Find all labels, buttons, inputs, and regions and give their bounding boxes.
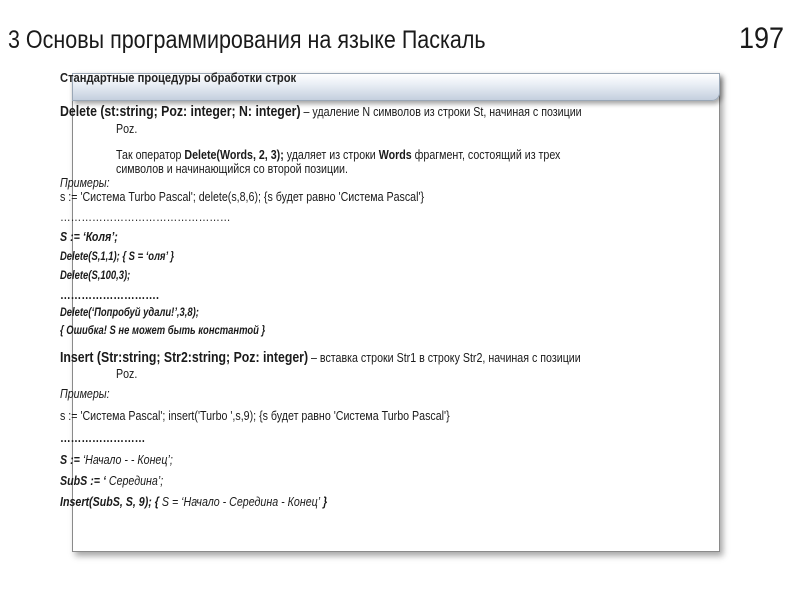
insert-signature: Insert (Str:string; Str2:string; Poz: integer) — [60, 349, 309, 366]
delete-code-2b: { S = ‘оля’ } — [119, 251, 175, 263]
insert-description-cont: Poz. — [116, 366, 138, 381]
insert-code-1a: S := — [60, 452, 83, 467]
delete-example-1: s := 'Система Turbo Pascal'; delete(s,8,6); {s будет равно 'Система Pascal'} — [60, 189, 425, 204]
insert-code-1b: ‘Начало - - Конец’; — [82, 452, 173, 467]
delete-code-2a: Delete(S,1,1); — [60, 251, 120, 263]
insert-signature-line — [60, 350, 581, 365]
delete-code-3: Delete(S,100,3); — [60, 270, 131, 282]
delete-code-2 — [60, 252, 174, 264]
insert-code-3 — [60, 495, 327, 508]
delete-dots-2: ………………………. — [60, 287, 159, 302]
insert-description: – вставка строки Str1 в строку Str2, начиная с позиции — [308, 350, 581, 365]
section-title: Стандартные процедуры обработки строк — [60, 70, 297, 85]
delete-explanation-a: Так оператор — [116, 147, 185, 162]
delete-explanation-e: фрагмент, состоящий из трех — [411, 147, 561, 162]
delete-explanation-cont: символов и начинающийся со второй позиции. — [116, 161, 348, 176]
insert-code-3a: Insert(SubS, S, 9); { — [60, 494, 162, 509]
insert-code-2 — [60, 474, 163, 487]
insert-dots: …………………… — [60, 430, 146, 445]
delete-examples-label: Примеры: — [60, 175, 110, 190]
delete-description-cont: Poz. — [116, 121, 138, 136]
insert-code-1 — [60, 453, 173, 466]
delete-explanation-code: Delete(Words, 2, 3); — [184, 147, 284, 162]
insert-code-2b: Середина’; — [105, 473, 164, 488]
delete-explanation — [116, 148, 560, 161]
insert-code-2a: SubS := ‘ — [60, 473, 106, 488]
delete-explanation-words: Words — [378, 147, 412, 162]
insert-example-1: s := 'Система Pascal'; insert('Turbo ',s,9); {s будет равно 'Система Turbo Pascal'} — [60, 408, 450, 423]
delete-description: – удаление N символов из строки St, начиная с позиции — [300, 104, 582, 119]
delete-code-4: Delete(‘Попробуй удали!’,3,8); — [60, 307, 199, 319]
delete-dots-1: ………………………………………… — [60, 209, 231, 224]
insert-examples-label: Примеры: — [60, 386, 110, 401]
insert-code-3c: } — [320, 494, 328, 509]
delete-code-1: S := ‘Коля’; — [60, 229, 118, 244]
page-title: 3 Основы программирования на языке Паскаль — [8, 26, 486, 54]
delete-signature: Delete (st:string; Poz: integer; N: integer) — [60, 103, 301, 120]
delete-signature-line — [60, 104, 582, 119]
page-number: 197 — [738, 22, 784, 55]
delete-code-5: { Ошибка! S не может быть константой } — [60, 325, 266, 337]
delete-explanation-c: удаляет из строки — [283, 147, 379, 162]
insert-code-3b: S = ‘Начало - Середина - Конец’ — [161, 494, 321, 509]
